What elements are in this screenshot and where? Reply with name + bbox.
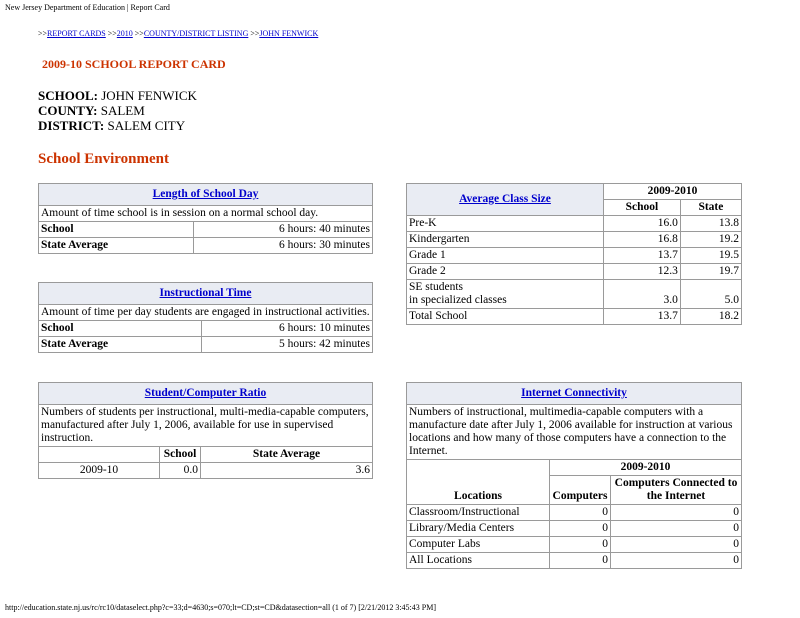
table-row: All Locations 0 0 [407,553,742,569]
student-computer-table: Student/Computer Ratio Numbers of students per instructional, multi-media-capable computers, manufactured after July 1, 2006, available for use in supervised instruction. School State Average 2009-10 0.0 3.6 [38,382,373,479]
table-row: Grade 2 12.3 19.7 [407,264,742,280]
table-row: Kindergarten 16.8 19.2 [407,232,742,248]
instructional-time-table: Instructional Time Amount of time per day students are engaged in instructional activities. School 6 hours: 10 minutes State Average 5 hours: 42 minutes [38,282,373,353]
length-of-day-link[interactable]: Length of School Day [152,188,259,200]
class-size-table: Average Class Size 2009-2010 School State Pre-K 16.0 13.8 Kindergarten 16.8 19.2 Grade 1 13.7 19.5 Grade 2 12.3 19.7 SE students in specialized classes 3.0 5.0 Total School 13.7 18.2 [406,183,742,325]
page-footer-url: http://education.state.nj.us/rc/rc10/dataselect.php?c=33;d=4630;s=070;lt=CD;st=CD&datasection=all (1 of 7) [2/21/2012 3:45:43 PM] [5,603,436,612]
breadcrumb: >>REPORT CARDS >>2010 >>COUNTY/DISTRICT LISTING >>JOHN FENWICK [38,29,319,38]
page-title: 2009-10 SCHOOL REPORT CARD [42,57,226,71]
instructional-time-link[interactable]: Instructional Time [159,287,252,299]
breadcrumb-2010[interactable]: 2010 [116,29,133,38]
student-computer-link[interactable]: Student/Computer Ratio [144,387,267,399]
class-size-link[interactable]: Average Class Size [459,193,551,205]
school-info: SCHOOL: JOHN FENWICK COUNTY: SALEM DISTRICT: SALEM CITY [38,88,197,133]
table-row: Grade 1 13.7 19.5 [407,248,742,264]
district-name: SALEM CITY [107,118,186,133]
table-row: Library/Media Centers 0 0 [407,521,742,537]
page-header: New Jersey Department of Education | Report Card [5,3,170,12]
table-row: SE students in specialized classes 3.0 5.0 [407,280,742,309]
internet-description: Numbers of instructional, multimedia-capable computers with a manufacture date after July 1, 2006 available for instruction at various locations and how many of those computers have a connection to the Internet. [407,405,742,460]
table-row: Classroom/Instructional 0 0 [407,505,742,521]
table-row: Total School 13.7 18.2 [407,309,742,325]
breadcrumb-county-district-listing[interactable]: COUNTY/DISTRICT LISTING [143,29,249,38]
school-name: JOHN FENWICK [101,88,197,103]
county-name: SALEM [100,103,145,118]
internet-table: Internet Connectivity Numbers of instructional, multimedia-capable computers with a manufacture date after July 1, 2006 available for instruction at various locations and how many of those computers have a connection to the Internet. Locations 2009-2010 Computers Computers Connected to the Internet Classroom/Instructional 0 0 Library/Media Centers 0 0 Computer Labs 0 0 All Locations 0 0 [406,382,742,569]
length-of-day-description: Amount of time school is in session on a normal school day. [39,206,373,222]
table-row: Computer Labs 0 0 [407,537,742,553]
table-row: Pre-K 16.0 13.8 [407,216,742,232]
internet-connectivity-link[interactable]: Internet Connectivity [521,387,627,399]
length-of-day-table: Length of School Day Amount of time school is in session on a normal school day. School 6 hours: 40 minutes State Average 6 hours: 30 minutes [38,183,373,254]
section-title: School Environment [38,151,169,167]
breadcrumb-report-cards[interactable]: REPORT CARDS [47,29,106,38]
instructional-time-description: Amount of time per day students are engaged in instructional activities. [39,305,373,321]
student-computer-description: Numbers of students per instructional, multi-media-capable computers, manufactured after July 1, 2006, available for use in supervised instruction. [39,405,373,447]
breadcrumb-john-fenwick[interactable]: JOHN FENWICK [259,29,319,38]
